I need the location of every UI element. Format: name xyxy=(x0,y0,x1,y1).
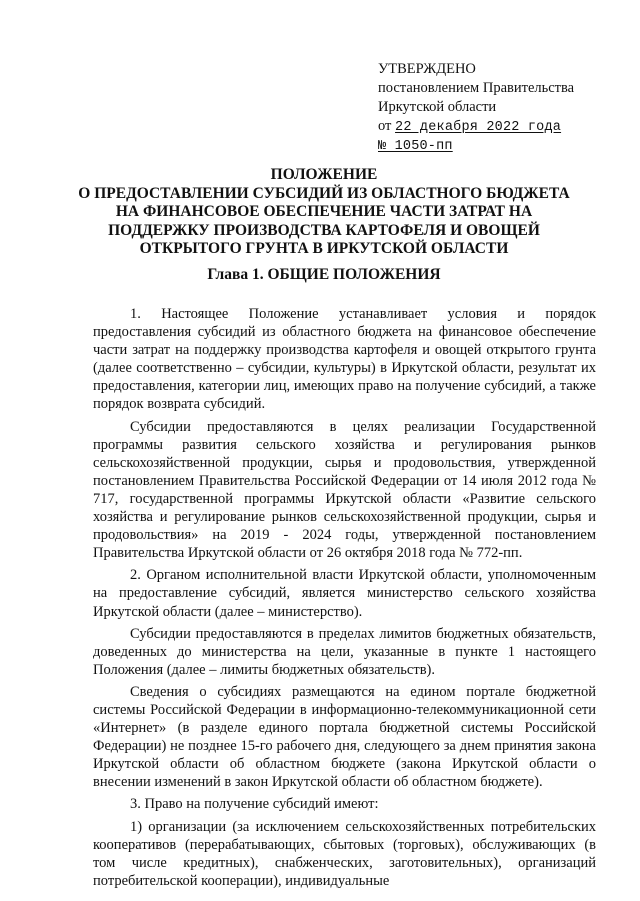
approval-stamp xyxy=(378,60,628,156)
title-line: НА ФИНАНСОВОЕ ОБЕСПЕЧЕНИЕ ЧАСТИ ЗАТРАТ НА xyxy=(115,203,533,220)
title-line: ПОДДЕРЖКУ ПРОИЗВОДСТВА КАРТОФЕЛЯ И ОВОЩЕЙ xyxy=(108,221,540,239)
approval-date: 22 декабря 2022 года xyxy=(395,120,562,135)
document-body xyxy=(93,305,596,890)
approval-region: Иркутской области xyxy=(378,99,497,115)
approval-resolution: постановлением Правительства xyxy=(378,80,575,96)
title-line: ОТКРЫТОГО ГРУНТА В ИРКУТСКОЙ ОБЛАСТИ xyxy=(139,240,509,257)
approval-date-line xyxy=(378,117,628,137)
paragraph: 3. Право на получение субсидий имеют: xyxy=(130,796,379,813)
paragraph: 2. Органом исполнительной власти Иркутской области, уполномоченным на предоставление субсидий, является министерство сельского хозяйства Иркутской области (далее – министерство). xyxy=(93,567,596,620)
document-title xyxy=(60,166,588,259)
chapter-heading: Глава 1. ОБЩИЕ ПОЛОЖЕНИЯ xyxy=(207,266,441,283)
paragraph: Сведения о субсидиях размещаются на едином портале бюджетной системы Российской Федерации в информационно-телекоммуникационной сети «Интернет» (в разделе единого портала бюджетной системы Российской Федерации) не позднее 15-го рабочего дня, следующего за днем принятия закона Иркутской области об областном бюджете (закона Иркутской области о внесении изменений в закон Иркутской области об областном бюджете). xyxy=(93,683,596,791)
approval-heading: УТВЕРЖДЕНО xyxy=(378,61,476,77)
paragraph: 1) организации (за исключением сельскохозяйственных потребительских кооперативов (перерабатывающих, сбытовых (торговых), обслуживающих (в том числе кредитных), снабженческих, заготовительных), организаций потребительской кооперации), индивидуальные xyxy=(93,818,596,889)
approval-number: № 1050-пп xyxy=(378,139,453,154)
paragraph: 1. Настоящее Положение устанавливает условия и порядок предоставления субсидий из областного бюджета на финансовое обеспечение части затрат на поддержку производства картофеля и овощей открытого грунта (далее соответственно – субсидии, культуры) в Иркутской области, результат их предоставления, категории лиц, имеющих право на получение субсидий, а также порядок возврата субсидий. xyxy=(93,306,596,413)
title-line: О ПРЕДОСТАВЛЕНИИ СУБСИДИЙ ИЗ ОБЛАСТНОГО БЮДЖЕТА xyxy=(78,184,570,202)
approval-date-prefix: от xyxy=(378,118,396,134)
title-line: ПОЛОЖЕНИЕ xyxy=(270,166,378,183)
paragraph: Субсидии предоставляются в пределах лимитов бюджетных обязательств, доведенных до министерства на цели, указанные в пункте 1 настоящего Положения (далее – лимиты бюджетных обязательств). xyxy=(93,625,596,678)
paragraph: Субсидии предоставляются в целях реализации Государственной программы развития сельского хозяйства и регулирования рынков сельскохозяйственной продукции, сырья и продовольствия, утвержденной постановлением Правительства Российской Федерации от 14 июля 2012 года № 717, государственной программы Иркутской области «Развитие сельского хозяйства и регулирование рынков сельскохозяйственной продукции, сырья и продовольствия» на 2019 - 2024 годы, утвержденной постановлением Правительства Иркутской области от 26 октября 2018 года № 772-пп. xyxy=(93,418,596,562)
